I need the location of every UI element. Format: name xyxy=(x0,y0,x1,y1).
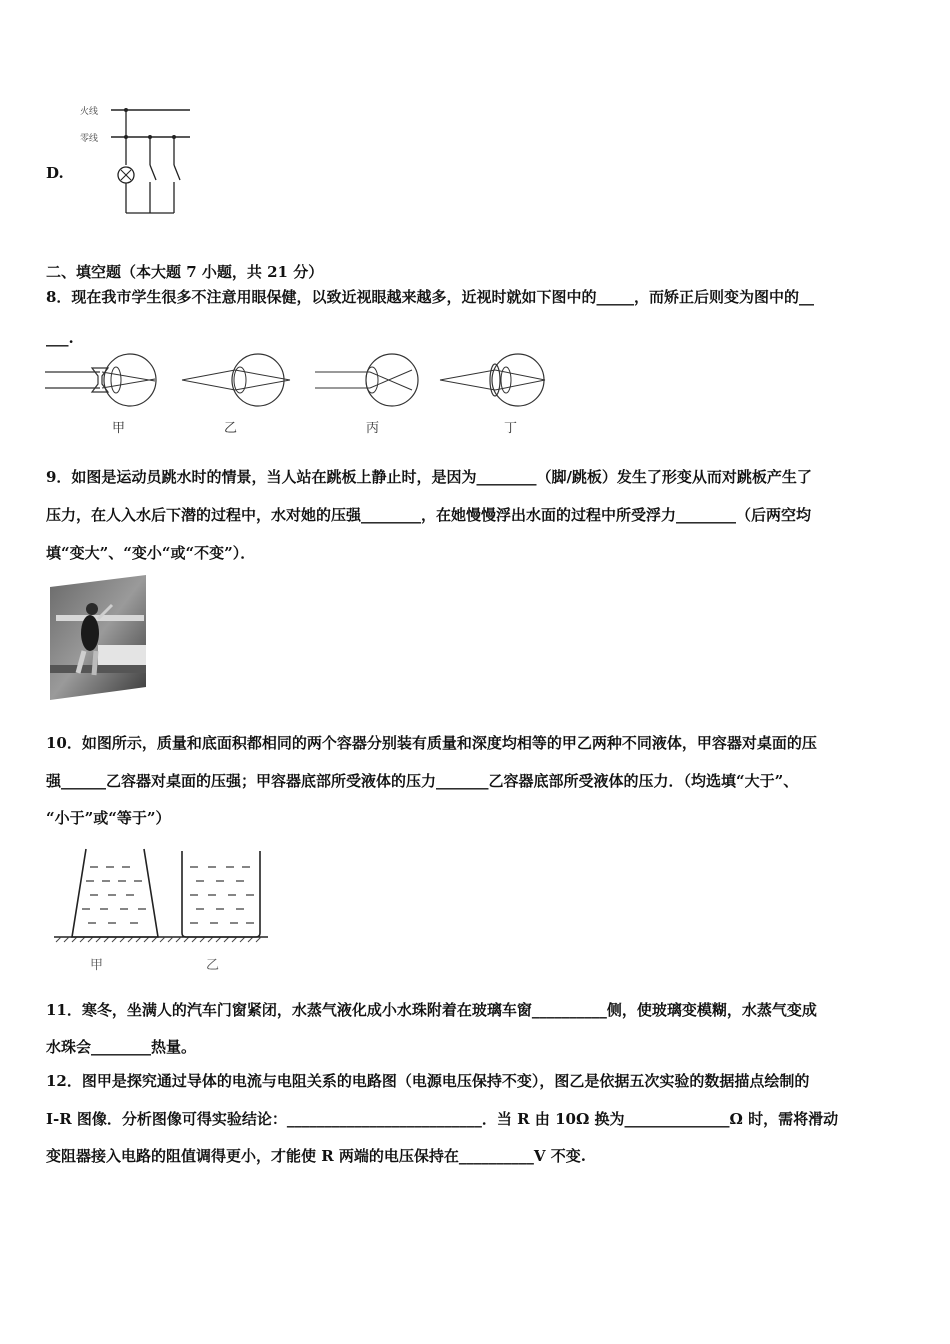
label-jia: 甲 xyxy=(112,421,126,436)
q11-line1: 11．寒冬，坐满人的汽车门窗紧闭，水蒸气液化成小水珠附着在玻璃车窗__________侧，使玻璃变模糊，水蒸气变成 xyxy=(46,1001,817,1019)
eye-diagram-jia xyxy=(45,354,156,436)
q11-line2: 水珠会________热量。 xyxy=(46,1038,197,1056)
q12-line3: 变阻器接入电路的阻值调得更小，才能使 R 两端的电压保持在__________V 不变. xyxy=(46,1147,586,1165)
neutral-wire-label: 零线 xyxy=(80,134,99,144)
q12-line2: I-R 图像．分析图像可得实验结论：__________________________．当 R 由 10Ω 换为______________Ω 时，需将滑动 xyxy=(46,1110,839,1128)
q9-line3: 填“变大”、“变小“或“不变”）． xyxy=(46,544,256,562)
option-d-label: D. xyxy=(46,164,64,182)
q9-line1: 9．如图是运动员跳水时的情景，当人站在跳板上静止时，是因为________（脚/跳板）发生了形变从而对跳板产生了 xyxy=(46,468,812,486)
q10-line2: 强______乙容器对桌面的压强；甲容器底部所受液体的压力_______乙容器底部所受液体的压力．（均选填“大于”、 xyxy=(46,772,799,790)
q12-line1: 12．图甲是探究通过导体的电流与电阻关系的电路图（电源电压保持不变），图乙是依据五次实验的数据描点绘制的 xyxy=(46,1072,810,1090)
q10-line1: 10．如图所示，质量和底面积都相同的两个容器分别装有质量和深度均相等的甲乙两种不同液体，甲容器对桌面的压 xyxy=(46,734,817,752)
containers-diagram xyxy=(50,845,280,975)
container-yi xyxy=(182,851,260,937)
container-jia xyxy=(72,849,158,937)
q8-line2: ___. xyxy=(46,329,74,347)
label-yi: 乙 xyxy=(206,958,220,973)
section-title: 二、填空题（本大题 7 小题，共 21 分） xyxy=(46,263,324,281)
live-wire-label: 火线 xyxy=(80,107,99,117)
q9-line2: 压力，在人入水后下潜的过程中，水对她的压强________，在她慢慢浮出水面的过程中所受浮力________（后两空均 xyxy=(46,506,812,524)
eye-lens-diagrams xyxy=(40,350,560,440)
label-bing: 丙 xyxy=(366,421,380,436)
label-jia: 甲 xyxy=(90,958,104,973)
eye-diagram-ding xyxy=(440,354,545,436)
label-ding: 丁 xyxy=(504,421,518,436)
q8-line1: 8．现在我市学生很多不注意用眼保健，以致近视眼越来越多，近视时就如下图中的_____，而矫正后则变为图中的__ xyxy=(46,288,814,306)
eye-diagram-yi xyxy=(182,354,290,436)
label-yi: 乙 xyxy=(224,421,238,436)
eye-diagram-bing xyxy=(315,354,418,436)
switch-icon xyxy=(174,165,180,180)
diver-photo xyxy=(48,575,148,700)
household-circuit-diagram xyxy=(78,100,198,218)
q10-line3: “小于”或“等于”） xyxy=(46,809,171,827)
switch-icon xyxy=(150,165,156,180)
